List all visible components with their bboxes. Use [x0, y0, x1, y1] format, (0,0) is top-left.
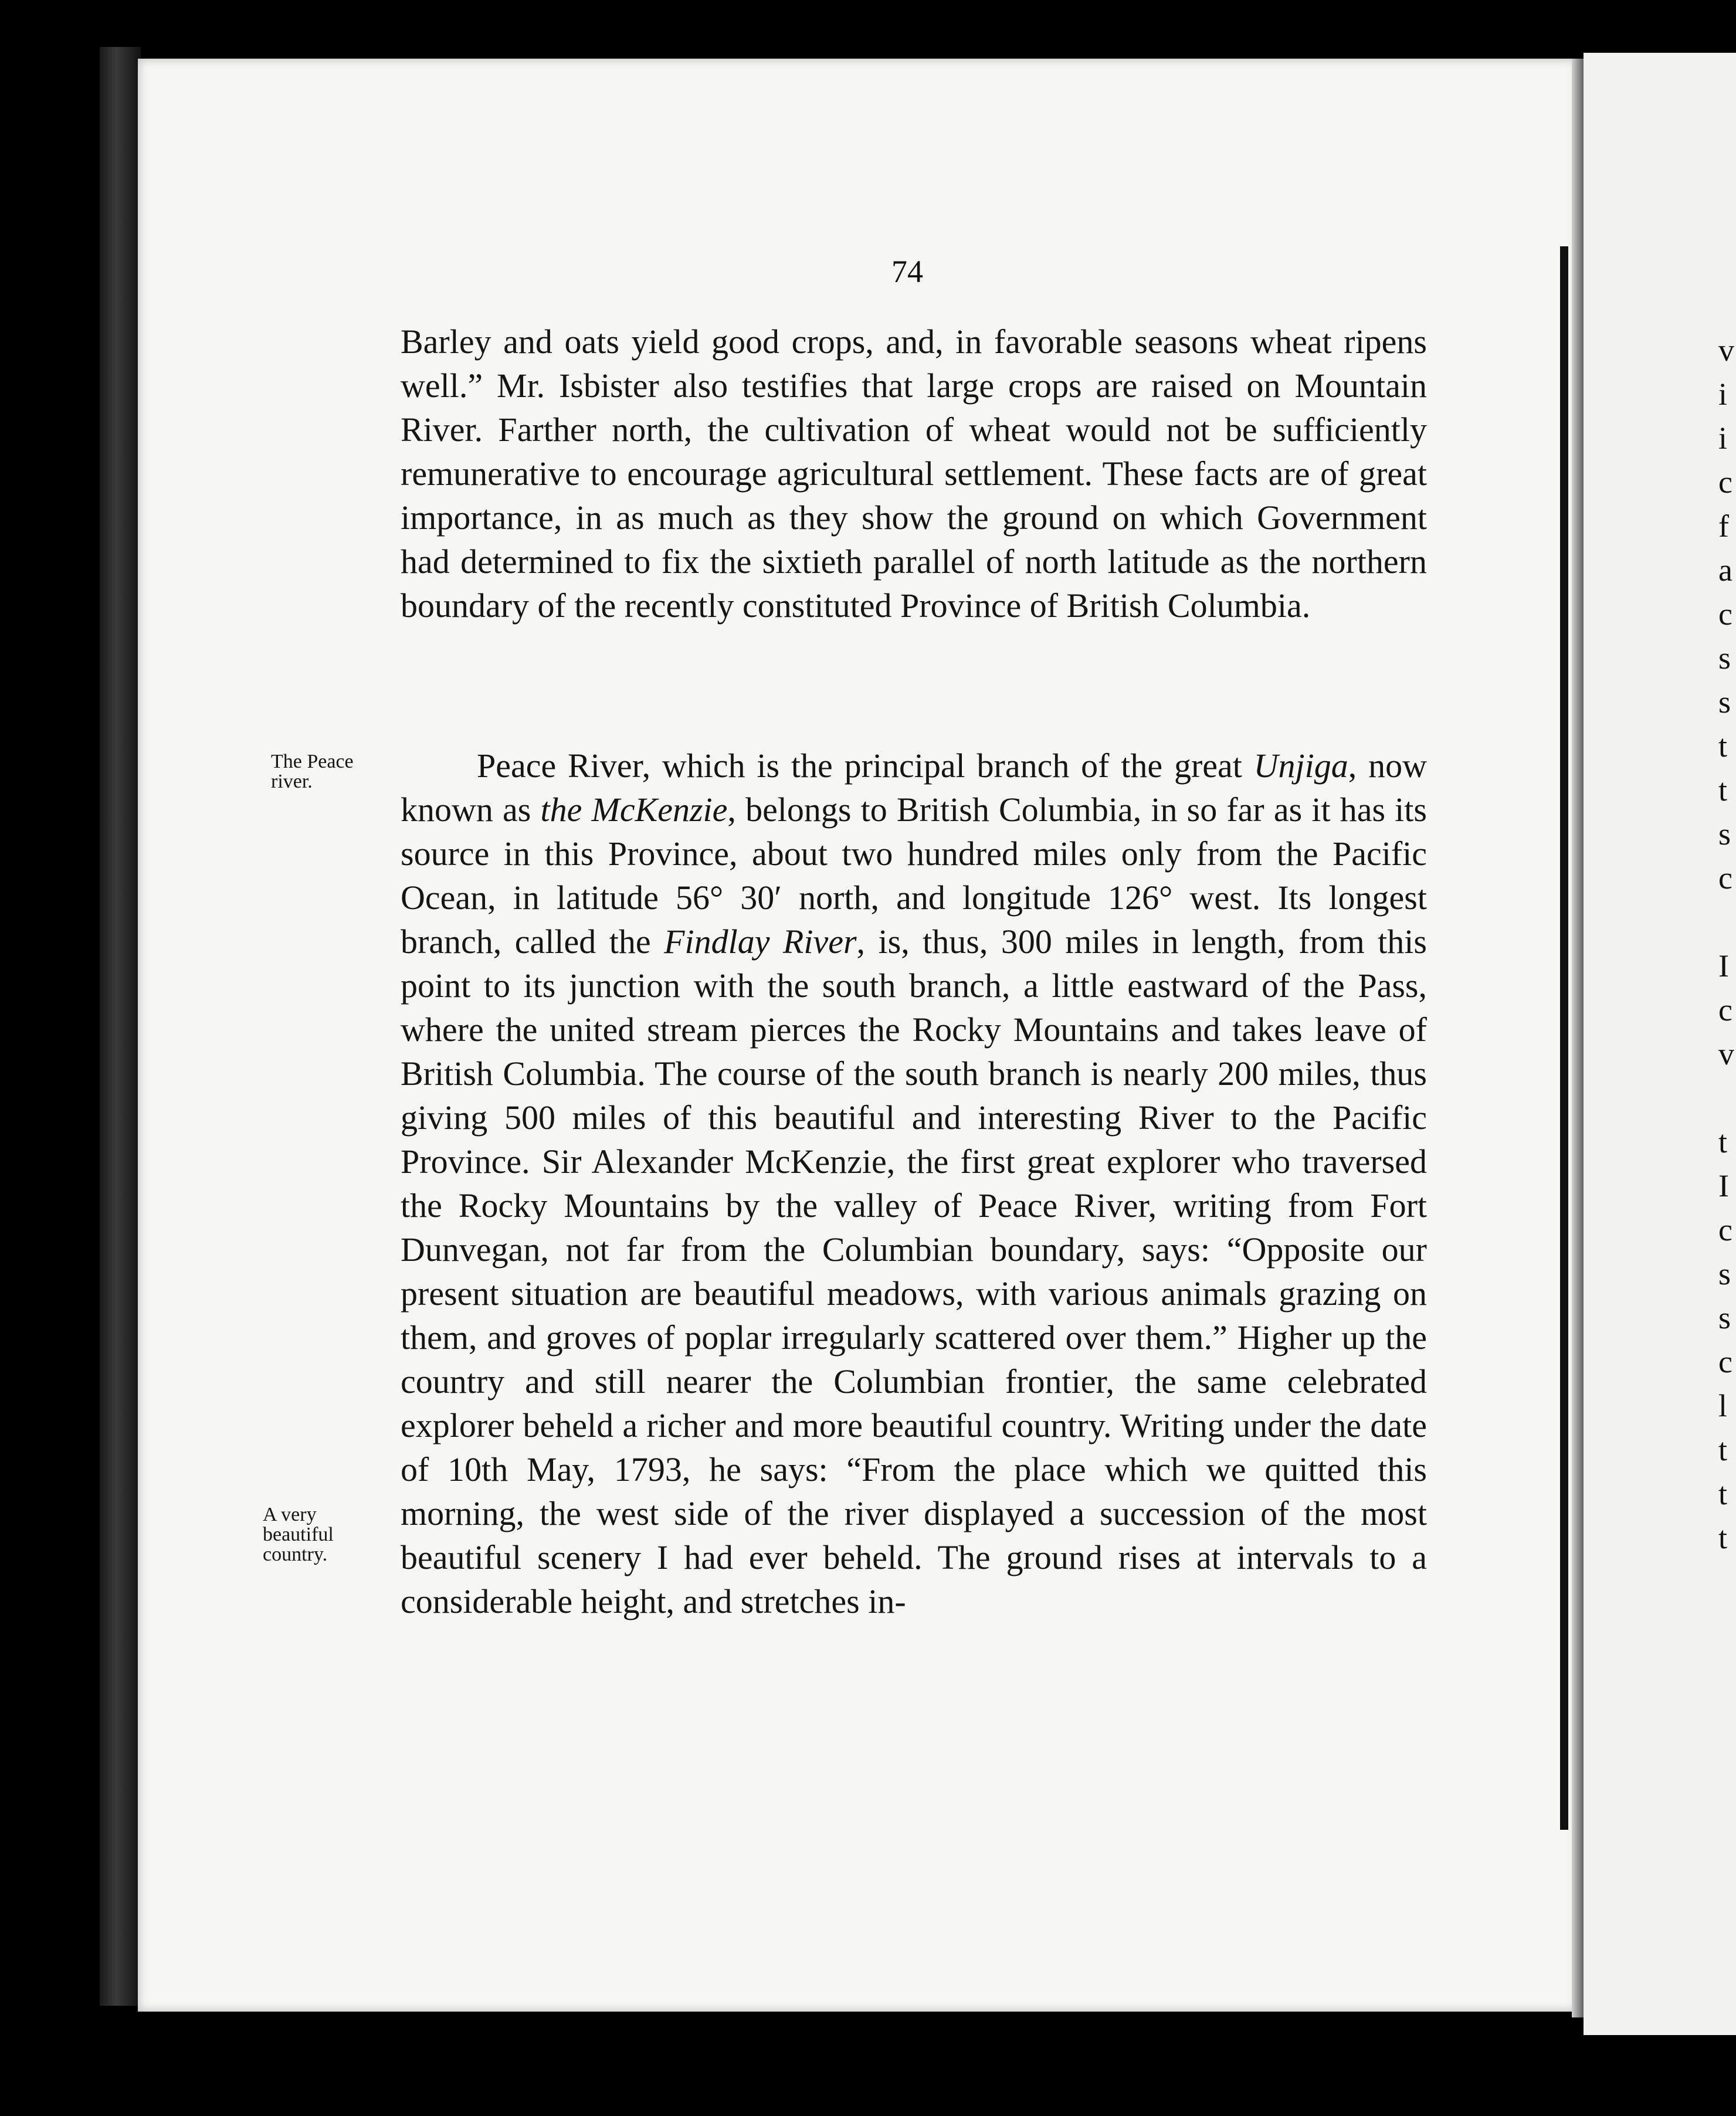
facing-page-text: v i i c f a c s s t t s c I c v t I c s s c l t t t	[1718, 333, 1734, 1555]
paragraph-2-italic-unjiga: Unjiga	[1253, 747, 1348, 785]
paragraph-2-italic-findlay: Findlay River	[664, 923, 857, 961]
paragraph-2-text: Peace River, which is the principal branch of the great	[477, 747, 1254, 785]
margin-note-beautiful-country: A very beautiful country.	[263, 1504, 334, 1565]
facing-page-fragment	[1584, 53, 1736, 2035]
paragraph-2-text: , belongs to British Columbia, in so far as it has its source in this Province, about two hundred miles only from the Pacific Ocean, in latitude 56° 30′ north, and longitude 126° west. Its longest branch, called the	[401, 791, 1427, 961]
paragraph-2-text: , is, thus, 300 miles in length, from this point to its junction with the south branch, a little eastward of the Pass, where the united stream pierces the Rocky Mountains and takes leave of British Columbia. The course of the south branch is nearly 200 miles, thus giving 500 miles of this beautiful and interesting River to the Pacific Province. Sir Alexander McKenzie, the first great explorer who traversed the Rocky Mountains by the valley of Peace River, writing from Fort Dunvegan, not far from the Columbian boundary, says: “Opposite our present situation are beautiful meadows, with various animals grazing on them, and groves of poplar irregularly scattered over them.” Higher up the country and still nearer the Columbian frontier, the same celebrated explorer beheld a richer and more beautiful country. Writing under the date of 10th May, 1793, he says: “From the place which we quitted this morning, the west side of the river displayed a succession of the most beautiful scenery I had ever beheld. The ground rises at intervals to a considerable height, and stretches in-	[401, 923, 1427, 1620]
paragraph-2-text: , now known as	[401, 747, 1427, 829]
paragraph-2	[401, 744, 1427, 1623]
paragraph-2-italic-mckenzie: the McKenzie	[540, 791, 728, 829]
page-fold-line	[1560, 246, 1568, 1830]
margin-note-peace-river: The Peace river.	[271, 751, 354, 792]
paragraph-1: Barley and oats yield good crops, and, in favorable seasons wheat ripens well.” Mr. Isbister also testifies that large crops are raised on Mountain River. Farther north, the cultivation of wheat would not be sufficiently remunerative to encourage agricultural settlement. These facts are of great importance, in as much as they show the ground on which Government had determined to fix the sixtieth parallel of north latitude as the northern boundary of the recently constituted Province of British Columbia.	[401, 323, 1427, 625]
book-binding-edge	[100, 47, 141, 2006]
page-number: 74	[891, 254, 923, 289]
